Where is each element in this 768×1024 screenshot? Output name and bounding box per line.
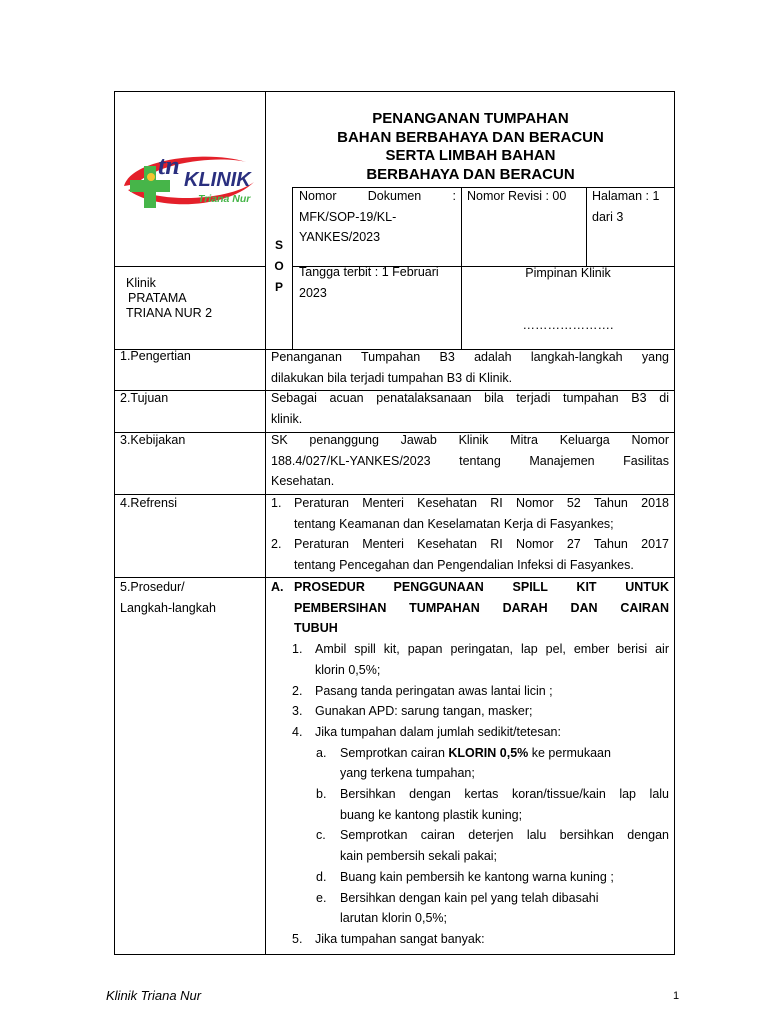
page-info-line-1: Halaman : 1 xyxy=(592,189,660,203)
prosedur-heading-line-2: PEMBERSIHAN TUMPAHAN DARAH DAN CAIRAN xyxy=(294,600,669,615)
title-line-3: SERTA LIMBAH BAHAN xyxy=(385,147,556,164)
label-pengertian: 1.Pengertian xyxy=(120,349,191,363)
kebijakan-line-1: SK penanggung Jawab Klinik Mitra Keluarga Nomor xyxy=(271,433,669,447)
pengertian-line-2: dilakukan bila terjadi tumpahan B3 di Klinik. xyxy=(271,370,513,385)
substep-a-pre: Semprotkan cairan xyxy=(340,745,449,760)
issue-date-line-2: 2023 xyxy=(299,285,327,300)
issue-date-line-1: Tangga terbit : 1 Februari xyxy=(299,265,439,279)
clinic-name-line-3: TRIANA NUR 2 xyxy=(126,306,213,320)
substep-e-line-2: larutan klorin 0,5%; xyxy=(340,911,448,926)
label-referensi: 4.Refrensi xyxy=(120,496,177,510)
substep-b xyxy=(316,784,669,825)
logo-mark-text: tn xyxy=(158,151,180,180)
substep-e-num: e. xyxy=(316,890,327,905)
substep-e-line-1: Bersihkan dengan kain pel yang telah dibasahi xyxy=(340,890,599,905)
prosedur-heading-num: A. xyxy=(271,580,284,594)
clinic-name-line-2: PRATAMA xyxy=(128,291,187,305)
referensi-num-2: 2. xyxy=(271,537,282,552)
step-4-num: 4. xyxy=(292,724,303,739)
revision-number: Nomor Revisi : 00 xyxy=(467,189,567,203)
sop-letter-s: S xyxy=(274,238,283,252)
doc-number-colon: : xyxy=(452,189,456,203)
document-title xyxy=(266,110,675,184)
substep-a-line-2: yang terkena tumpahan; xyxy=(340,766,475,781)
step-5-line-1: Jika tumpahan sangat banyak: xyxy=(315,931,485,946)
footer-page-number: 1 xyxy=(673,990,680,1002)
clinic-logo xyxy=(118,140,263,220)
document-number xyxy=(299,186,456,248)
step-3-line-1: Gunakan APD: sarung tangan, masker; xyxy=(315,704,533,719)
content-tujuan xyxy=(271,388,669,429)
clinic-name-line-1: Klinik xyxy=(126,276,156,290)
substep-b-line-1: Bersihkan dengan kertas koran/tissue/kain lap lalu xyxy=(340,787,669,802)
referensi-1-line-2: tentang Keamanan dan Keselamatan Kerja di Fasyankes; xyxy=(294,516,614,531)
sop-letter-o: O xyxy=(274,259,284,273)
title-line-4: BERBAHAYA DAN BERACUN xyxy=(366,165,575,183)
substep-d-line-1: Buang kain pembersih ke kantong warna kuning ; xyxy=(340,869,614,884)
clinic-name xyxy=(126,276,212,321)
referensi-num-1: 1. xyxy=(271,496,282,510)
sop-letter-p: P xyxy=(274,280,283,294)
referensi-2-line-1: Peraturan Menteri Kesehatan RI Nomor 27 Tahun 2017 xyxy=(294,537,669,552)
substep-a-line-1 xyxy=(340,743,669,764)
prosedur-heading xyxy=(271,577,669,639)
substep-d xyxy=(316,867,669,888)
content-pengertian xyxy=(271,347,669,388)
prosedur-step-2 xyxy=(292,681,669,702)
step-1-num: 1. xyxy=(292,642,303,657)
head-of-clinic: Pimpinan Klinik xyxy=(525,266,611,280)
doc-number-label-2: Dokumen xyxy=(367,189,422,203)
footer-clinic-name: Klinik Triana Nur xyxy=(106,988,202,1003)
kebijakan-line-2: 188.4/027/KL-YANKES/2023 tentang Manajemen Fasilitas xyxy=(271,453,669,468)
substep-c-line-2: kain pembersih sekali pakai; xyxy=(340,849,498,864)
doc-number-value-1: MFK/SOP-19/KL- xyxy=(299,209,397,224)
page-info-line-2: dari 3 xyxy=(592,209,624,224)
prosedur-label-line-2: Langkah-langkah xyxy=(120,600,216,615)
step-1-line-1: Ambil spill kit, papan peringatan, lap pel, ember berisi air xyxy=(315,642,669,657)
step-2-num: 2. xyxy=(292,683,303,698)
prosedur-step-3 xyxy=(292,701,669,722)
page-left-line xyxy=(586,187,587,267)
step-4-line-1: Jika tumpahan dalam jumlah sedikit/tetesan: xyxy=(315,724,561,739)
step-5-num: 5. xyxy=(292,931,303,946)
substep-e xyxy=(316,888,669,929)
step-1-line-2: klorin 0,5%; xyxy=(315,662,381,677)
step-3-num: 3. xyxy=(292,704,303,719)
tujuan-line-1: Sebagai acuan penatalaksanaan bila terjadi tumpahan B3 di xyxy=(271,391,669,405)
prosedur-step-1 xyxy=(292,639,669,680)
content-prosedur xyxy=(271,577,669,950)
substep-a-num: a. xyxy=(316,745,327,760)
title-line-1: PENANGANAN TUMPAHAN xyxy=(372,110,569,127)
prosedur-heading-line-3: TUBUH xyxy=(294,621,338,636)
substep-d-num: d. xyxy=(316,869,327,884)
sop-column-line xyxy=(292,187,293,350)
prosedur-step-5 xyxy=(292,929,669,950)
referensi-item-2 xyxy=(271,534,669,575)
prosedur-label-line-1: 5.Prosedur/ xyxy=(120,580,185,594)
tujuan-line-2: klinik. xyxy=(271,411,303,426)
logo-graphic xyxy=(118,140,263,220)
substep-c xyxy=(316,825,669,866)
referensi-2-line-2: tentang Pencegahan dan Pengendalian Infeksi di Fasyankes. xyxy=(294,558,634,573)
substep-a-post: ke permukaan xyxy=(528,745,611,760)
kebijakan-line-3: Kesehatan. xyxy=(271,474,335,489)
referensi-1-line-1: Peraturan Menteri Kesehatan RI Nomor 52 Tahun 2018 xyxy=(294,496,669,510)
referensi-item-1 xyxy=(271,493,669,534)
substep-b-num: b. xyxy=(316,787,327,802)
page-info xyxy=(592,186,659,227)
doc-number-label: Nomor xyxy=(299,189,337,203)
substep-c-line-1: Semprotkan cairan deterjen lalu bersihkan dengan xyxy=(340,828,669,843)
doc-number-value-2: YANKES/2023 xyxy=(299,230,381,245)
label-tujuan: 2.Tujuan xyxy=(120,391,169,405)
substep-a xyxy=(316,743,669,784)
label-kebijakan: 3.Kebijakan xyxy=(120,433,186,447)
substep-c-num: c. xyxy=(316,828,326,843)
prosedur-step-4 xyxy=(292,722,669,743)
substep-a-bold: KLORIN 0,5% xyxy=(448,745,529,760)
pengertian-line-1: Penanganan Tumpahan B3 adalah langkah-langkah yang xyxy=(271,350,669,364)
signature-placeholder: …………………. xyxy=(522,318,614,332)
logo-divider xyxy=(265,91,266,955)
label-prosedur xyxy=(120,577,216,618)
content-referensi xyxy=(271,493,669,576)
title-line-2: BAHAN BERBAHAYA DAN BERACUN xyxy=(337,128,604,146)
logo-name-text: KLINIK xyxy=(184,169,251,191)
substep-b-line-2: buang ke kantong plastik kuning; xyxy=(340,807,523,822)
issue-date xyxy=(299,262,439,303)
content-kebijakan xyxy=(271,430,669,492)
prosedur-heading-line-1: PROSEDUR PENGGUNAAN SPILL KIT UNTUK xyxy=(294,580,669,594)
logo-subname-text: Triana Nur xyxy=(198,193,251,205)
step-2-line-1: Pasang tanda peringatan awas lantai licin ; xyxy=(315,683,553,698)
clinic-row-line xyxy=(114,266,266,267)
